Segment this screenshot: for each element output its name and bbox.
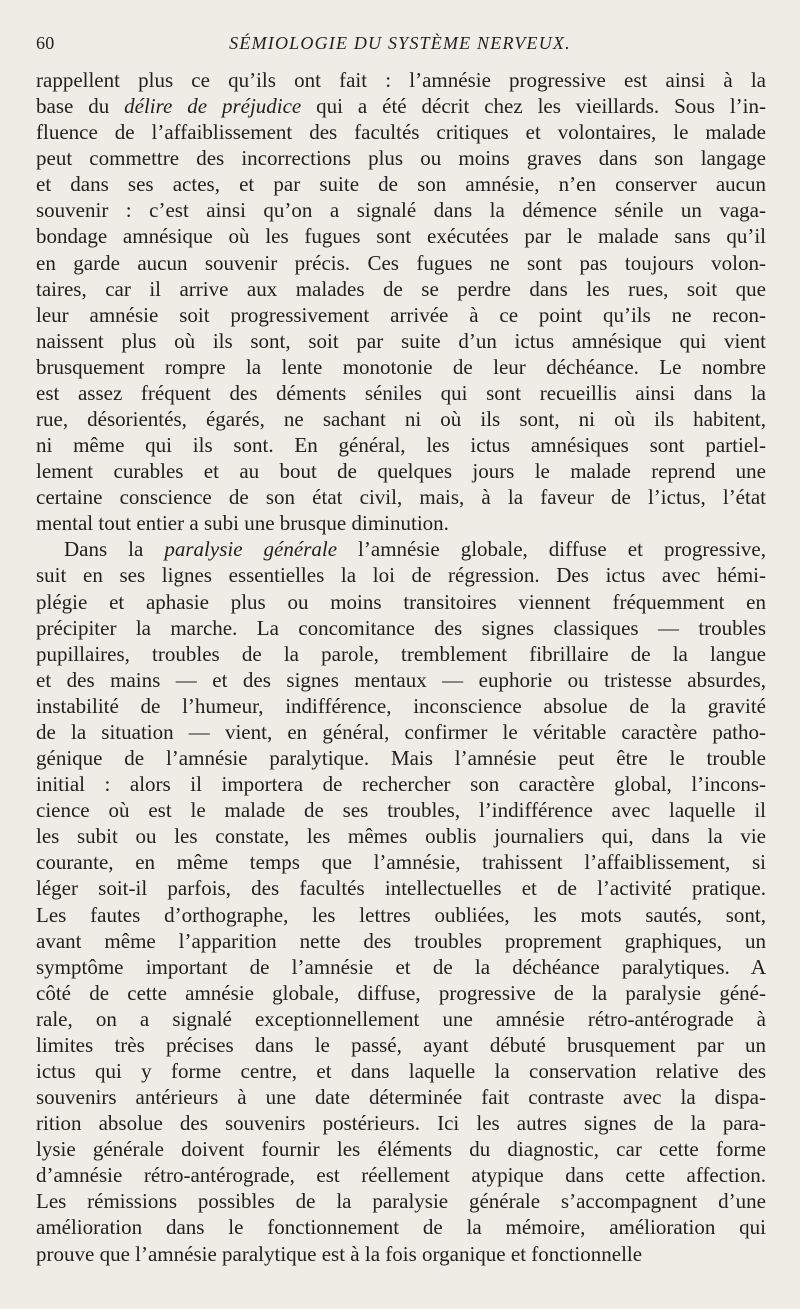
text-line [36, 145, 766, 171]
text-line [36, 745, 766, 771]
text-segment: naissent plus où ils sont, soit par suite d’un ictus amnésique qui vient [36, 328, 766, 353]
text-segment: ni même qui ils sont. En général, les ictus amnésiques sont partiel- [36, 433, 766, 458]
text-line [36, 823, 766, 849]
text-segment: peut commettre des incorrections plus ou moins graves dans son langage [36, 146, 766, 171]
text-line [36, 458, 766, 484]
text-segment: lement curables et au bout de quelques jours le malade reprend une [36, 459, 766, 484]
text-segment: ictus qui y forme centre, et dans laquelle la conservation relative des [36, 1058, 766, 1083]
page-header [0, 26, 800, 62]
text-segment: côté de cette amnésie globale, diffuse, progressive de la paralysie géné- [36, 980, 766, 1005]
text-line [36, 719, 766, 745]
text-segment: Les rémissions possibles de la paralysie générale s’accompagnent d’une [36, 1189, 766, 1214]
text-segment: limites très précises dans le passé, ayant débuté brusquement par un [36, 1032, 766, 1057]
text-segment: l’amnésie globale, diffuse et progressive, [337, 537, 766, 562]
text-line [36, 171, 766, 197]
text-line [36, 302, 766, 328]
text-segment: en garde aucun souvenir précis. Ces fugues ne sont pas toujours volon- [36, 250, 766, 275]
text-segment: Les fautes d’orthographe, les lettres oubliées, les mots sautés, sont, [36, 902, 766, 927]
text-segment: précipiter la marche. La concomitance des signes classiques — troubles [36, 615, 766, 640]
text-segment: avant même l’apparition nette des troubles proprement graphiques, un [36, 928, 766, 953]
text-segment: suit en ses lignes essentielles la loi de régression. Des ictus avec hémi- [36, 563, 766, 588]
text-segment: est assez fréquent des déments séniles qui sont recueillis ainsi dans la [36, 380, 766, 405]
text-line [36, 1188, 766, 1214]
text-line [36, 119, 766, 145]
text-segment: taires, car il arrive aux malades de se perdre dans les rues, soit que [36, 276, 766, 301]
text-segment: rappellent plus ce qu’ils ont fait : l’amnésie progressive est ainsi à la [36, 68, 766, 92]
text-line [36, 928, 766, 954]
text-line [36, 1032, 766, 1058]
text-segment: plégie et aphasie plus ou moins transitoires viennent fréquemment en [36, 589, 766, 614]
text-line [36, 380, 766, 406]
text-line [36, 1241, 766, 1267]
text-line [36, 484, 766, 510]
text-line [36, 1214, 766, 1240]
text-line [36, 771, 766, 797]
text-line [36, 432, 766, 458]
text-line [36, 589, 766, 615]
text-line [36, 536, 766, 562]
page-number: 60 [36, 33, 55, 53]
text-segment: souvenir : c’est ainsi qu’on a signalé dans la démence sénile un vaga- [36, 198, 766, 223]
text-line [36, 641, 766, 667]
text-line [36, 223, 766, 249]
italic-phrase: paralysie générale [164, 537, 338, 562]
text-segment: certaine conscience de son état civil, mais, à la faveur de l’ictus, l’état [36, 485, 766, 510]
italic-phrase: délire de préjudice [124, 94, 302, 119]
text-segment: bondage amnésique où les fugues sont exécutées par le malade sans qu’il [36, 224, 766, 249]
text-segment: rition absolue des souvenirs postérieurs. Ici les autres signes de la para- [36, 1111, 766, 1136]
text-segment: lysie générale doivent fournir les éléments du diagnostic, car cette forme [36, 1137, 766, 1162]
text-segment: souvenirs antérieurs à une date déterminée fait contraste avec la dispa- [36, 1085, 766, 1110]
text-segment: prouve que l’amnésie paralytique est à la fois organique et fonctionnelle [36, 1241, 643, 1266]
text-line [36, 276, 766, 302]
text-segment: pupillaires, troubles de la parole, tremblement fibrillaire de la langue [36, 641, 766, 666]
text-segment: leur amnésie soit progressivement arrivée à ce point qu’ils ne recon- [36, 302, 766, 327]
text-segment: rue, désorientés, égarés, ne sachant ni où ils sont, ni où ils habitent, [36, 407, 766, 432]
text-segment: les subit ou les constate, les mêmes oublis journaliers qui, dans la vie [36, 824, 766, 849]
text-segment: de la situation — vient, en général, confirmer le véritable caractère patho- [36, 719, 766, 744]
text-segment: brusquement rompre la lente monotonie de leur déchéance. Le nombre [36, 354, 766, 379]
text-segment: génique de l’amnésie paralytique. Mais l’amnésie peut être le trouble [36, 746, 766, 771]
text-line [36, 875, 766, 901]
text-line [36, 197, 766, 223]
text-segment: cience où est le malade de ses troubles, l’indifférence avec laquelle il [36, 798, 766, 823]
text-segment: qui a été décrit chez les vieillards. Sous l’in- [301, 94, 766, 119]
text-line [36, 1162, 766, 1188]
text-segment: et dans ses actes, et par suite de son amnésie, n’en conserver aucun [36, 172, 766, 197]
text-line [36, 510, 766, 536]
text-segment: instabilité de l’humeur, indifférence, inconscience absolue de la gravité [36, 693, 766, 718]
text-line [36, 250, 766, 276]
text-line [36, 1136, 766, 1162]
text-line [36, 797, 766, 823]
text-segment: Dans la [64, 537, 165, 562]
text-line [36, 406, 766, 432]
text-line [36, 1110, 766, 1136]
text-line [36, 615, 766, 641]
text-line [36, 67, 766, 93]
text-line [36, 1006, 766, 1032]
text-line [36, 980, 766, 1006]
text-segment: base du [36, 94, 125, 119]
text-line [36, 1084, 766, 1110]
text-line [36, 93, 766, 119]
text-segment: initial : alors il importera de rechercher son caractère global, l’incons- [36, 772, 766, 797]
text-line [36, 902, 766, 928]
text-segment: et des mains — et des signes mentaux — euphorie ou tristesse absurdes, [36, 667, 766, 692]
text-segment: d’amnésie rétro-antérograde, est réellement atypique dans cette affection. [36, 1163, 766, 1188]
text-segment: léger soit-il parfois, des facultés intellectuelles et de l’activité pratique. [36, 876, 766, 901]
text-segment: courante, en même temps que l’amnésie, trahissent l’affaiblissement, si [36, 850, 766, 875]
text-segment: fluence de l’affaiblissement des facultés critiques et volontaires, le malade [36, 120, 766, 145]
text-segment: symptôme important de l’amnésie et de la déchéance paralytiques. A [36, 954, 766, 979]
text-line [36, 954, 766, 980]
text-line [36, 354, 766, 380]
text-line [36, 1058, 766, 1084]
text-segment: amélioration dans le fonctionnement de la mémoire, amélioration qui [36, 1215, 766, 1240]
text-line [36, 693, 766, 719]
body-text [36, 67, 766, 1267]
text-segment: mental tout entier a subi une brusque diminution. [36, 511, 449, 536]
text-line [36, 562, 766, 588]
text-line [36, 849, 766, 875]
running-head: SÉMIOLOGIE DU SYSTÈME NERVEUX. [229, 33, 571, 53]
text-line [36, 328, 766, 354]
text-segment: rale, on a signalé exceptionnellement une amnésie rétro-antérograde à [36, 1006, 766, 1031]
text-line [36, 667, 766, 693]
